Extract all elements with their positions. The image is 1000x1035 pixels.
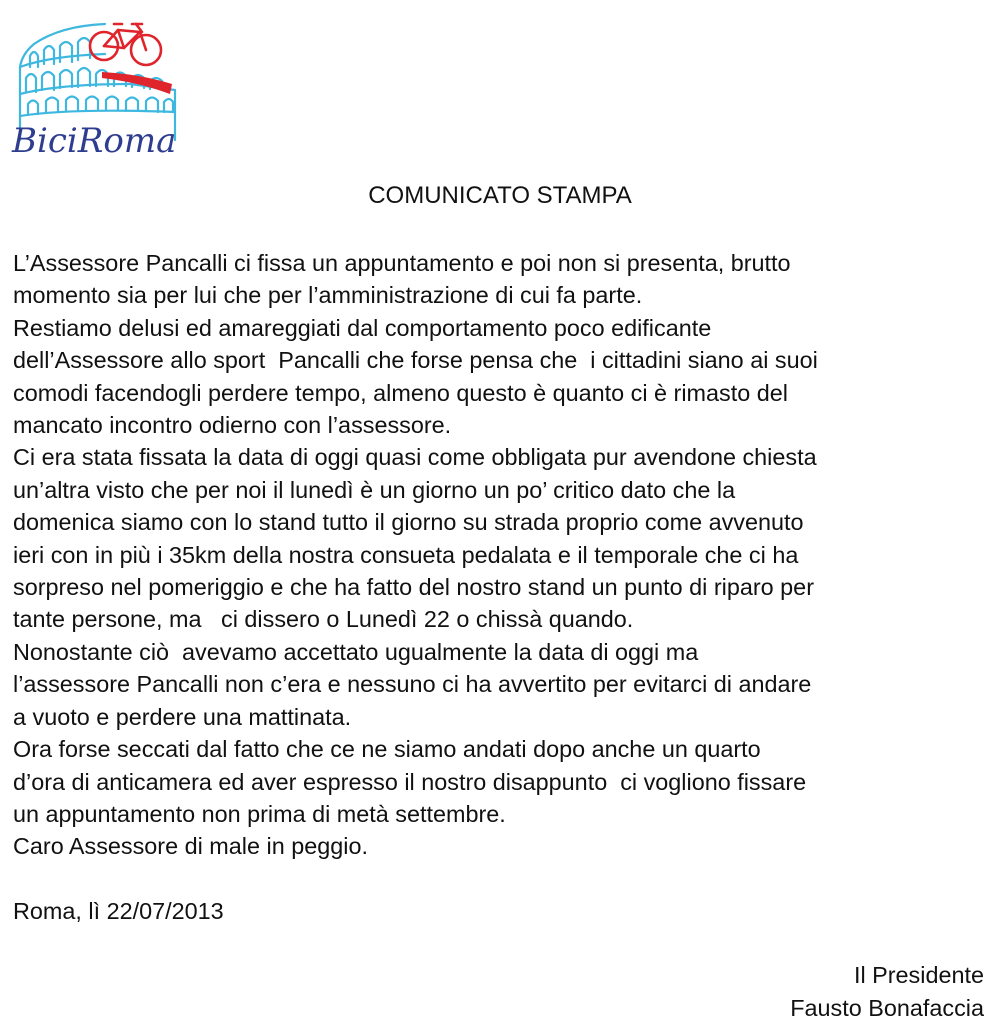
body-line: domenica siamo con lo stand tutto il giorno su strada proprio come avvenuto xyxy=(13,509,804,536)
body-line: l’assessore Pancalli non c’era e nessuno ci ha avvertito per evitarci di andare xyxy=(13,671,812,698)
place-date: Roma, lì 22/07/2013 xyxy=(13,898,224,924)
biciroma-logo xyxy=(10,12,186,160)
body-line: d’ora di anticamera ed aver espresso il nostro disappunto ci vogliono fissare xyxy=(13,768,807,795)
page-title: COMUNICATO STAMPA xyxy=(368,182,632,209)
body-line: Ci era stata fissata la data di oggi quasi come obbligata pur avendone chiesta xyxy=(13,444,817,471)
body-line: tante persone, ma ci dissero o Lunedì 22 o chissà quando. xyxy=(13,606,634,633)
body-line: dell’Assessore allo sport Pancalli che forse pensa che i cittadini siano ai suoi xyxy=(13,347,818,374)
body-line: Caro Assessore di male in peggio. xyxy=(13,833,368,860)
body-line: a vuoto e perdere una mattinata. xyxy=(13,703,352,730)
press-release-body xyxy=(13,247,998,863)
body-line: mancato incontro odierno con l’assessore. xyxy=(13,412,452,439)
body-line: L’Assessore Pancalli ci fissa un appuntamento e poi non si presenta, brutto xyxy=(13,250,791,276)
body-line: Ora forse seccati dal fatto che ce ne siamo andati dopo anche un quarto xyxy=(13,736,761,763)
body-line: un appuntamento non prima di metà settembre. xyxy=(13,800,506,827)
body-line: un’altra visto che per noi il lunedì è un giorno un po’ critico dato che la xyxy=(13,476,736,503)
colosseum-bicycle-icon xyxy=(10,12,186,160)
logo-wordmark: BiciRoma xyxy=(12,121,177,160)
body-line: ieri con in più i 35km della nostra consueta pedalata e il temporale che ci ha xyxy=(13,541,799,568)
body-line: comodi facendogli perdere tempo, almeno questo è quanto ci è rimasto del xyxy=(13,379,788,406)
body-line: sorpreso nel pomeriggio e che ha fatto del nostro stand un punto di riparo per xyxy=(13,574,814,601)
signature-name: Fausto Bonafaccia xyxy=(790,994,984,1021)
body-line: Nonostante ciò avevamo accettato ugualmente la data di oggi ma xyxy=(13,638,699,665)
signature-role: Il Presidente xyxy=(853,962,984,988)
body-line: momento sia per lui che per l’amministrazione di cui fa parte. xyxy=(13,282,643,309)
signature-block xyxy=(790,959,984,1024)
body-line: Restiamo delusi ed amareggiati dal comportamento poco edificante xyxy=(13,314,712,341)
